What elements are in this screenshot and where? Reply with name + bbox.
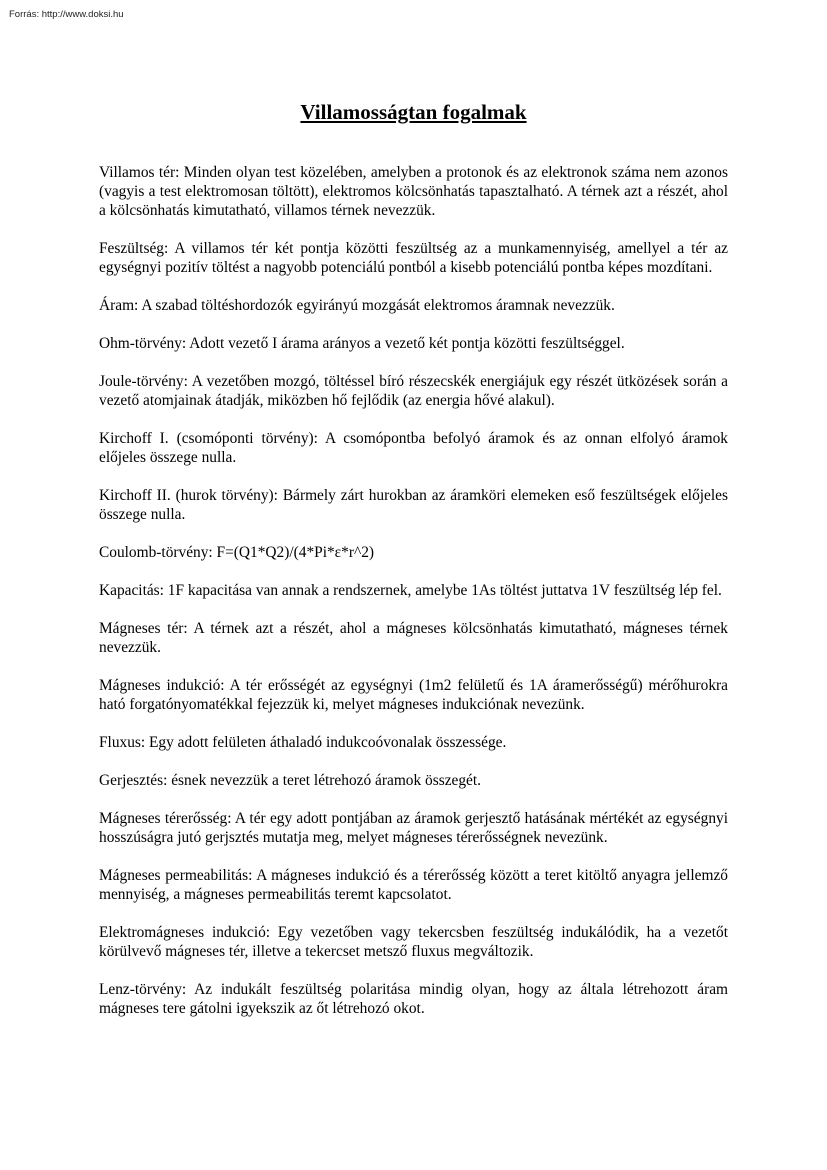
paragraph-magneses-indukcio: Mágneses indukció: A tér erősségét az egységnyi (1m2 felületű és 1A áramerősségű) mérőhurokra ható forgatónyomatékkal fejezzük ki, melyet mágneses indukciónak nevezünk. <box>99 677 728 713</box>
paragraph-aram: Áram: A szabad töltéshordozók egyirányú mozgását elektromos áramnak nevezzük. <box>99 297 615 314</box>
document-body <box>99 163 728 1037</box>
paragraph-magneses-tererosseg: Mágneses térerősség: A tér egy adott pontjában az áramok gerjesztő hatásának mértékét az egységnyi hosszúságra jutó gerjsztés mutatja meg, melyet mágneses térerősségnek nevezünk. <box>99 810 728 846</box>
paragraph-fluxus: Fluxus: Egy adott felületen áthaladó indukcoóvonalak összessége. <box>99 734 507 751</box>
paragraph-joule-torveny: Joule-törvény: A vezetőben mozgó, töltéssel bíró részecskék energiájuk egy részét ütközések során a vezető atomjainak átadják, miközben hő fejlődik (az energia hővé alakul). <box>99 373 728 409</box>
paragraph-kapacitas: Kapacitás: 1F kapacitása van annak a rendszernek, amelybe 1As töltést juttatva 1V feszültség lép fel. <box>99 582 722 599</box>
paragraph-magneses-permeabilitas: Mágneses permeabilitás: A mágneses indukció és a térerősség között a teret kitöltő anyagra jellemző mennyiség, a mágneses permeabilitás teremt kapcsolatot. <box>99 867 728 903</box>
source-note: Forrás: http://www.doksi.hu <box>9 9 124 20</box>
paragraph-villamos-ter: Villamos tér: Minden olyan test közelében, amelyben a protonok és az elektronok száma nem azonos (vagyis a test elektromosan töltött), elektromos kölcsönhatás tapasztalható. A térnek azt a részét, ahol a kölcsönhatás kimutatható, villamos térnek nevezzük. <box>99 164 728 219</box>
paragraph-kirchoff-1: Kirchoff I. (csomóponti törvény): A csomópontba befolyó áramok és az onnan elfolyó áramok előjeles összege nulla. <box>99 430 728 466</box>
paragraph-feszultseg: Feszültség: A villamos tér két pontja közötti feszültség az a munkamennyiség, amellyel a tér az egységnyi pozitív töltést a nagyobb potenciálú pontból a kisebb potenciálú pontba képes mozdítani. <box>99 240 728 276</box>
paragraph-coulomb-torveny: Coulomb-törvény: F=(Q1*Q2)/(4*Pi*ε*r^2) <box>99 544 375 561</box>
paragraph-magneses-ter: Mágneses tér: A térnek azt a részét, ahol a mágneses kölcsönhatás kimutatható, mágneses térnek nevezzük. <box>99 620 728 656</box>
paragraph-lenz-torveny: Lenz-törvény: Az indukált feszültség polaritása mindig olyan, hogy az általa létrehozott áram mágneses tere gátolni igyekszik az őt létrehozó okot. <box>99 981 728 1017</box>
paragraph-ohm-torveny: Ohm-törvény: Adott vezető I árama arányos a vezető két pontja közötti feszültséggel. <box>99 335 625 352</box>
page-title: Villamosságtan fogalmak <box>300 100 527 124</box>
paragraph-gerjesztes: Gerjesztés: ésnek nevezzük a teret létrehozó áramok összegét. <box>99 772 482 789</box>
paragraph-elektromagneses-indukcio: Elektromágneses indukció: Egy vezetőben vagy tekercsben feszültség indukálódik, ha a vezetőt körülvevő mágneses tér, illetve a tekercset metsző fluxus megváltozik. <box>99 924 728 960</box>
paragraph-kirchoff-2: Kirchoff II. (hurok törvény): Bármely zárt hurokban az áramköri elemeken eső feszültségek előjeles összege nulla. <box>99 487 728 523</box>
